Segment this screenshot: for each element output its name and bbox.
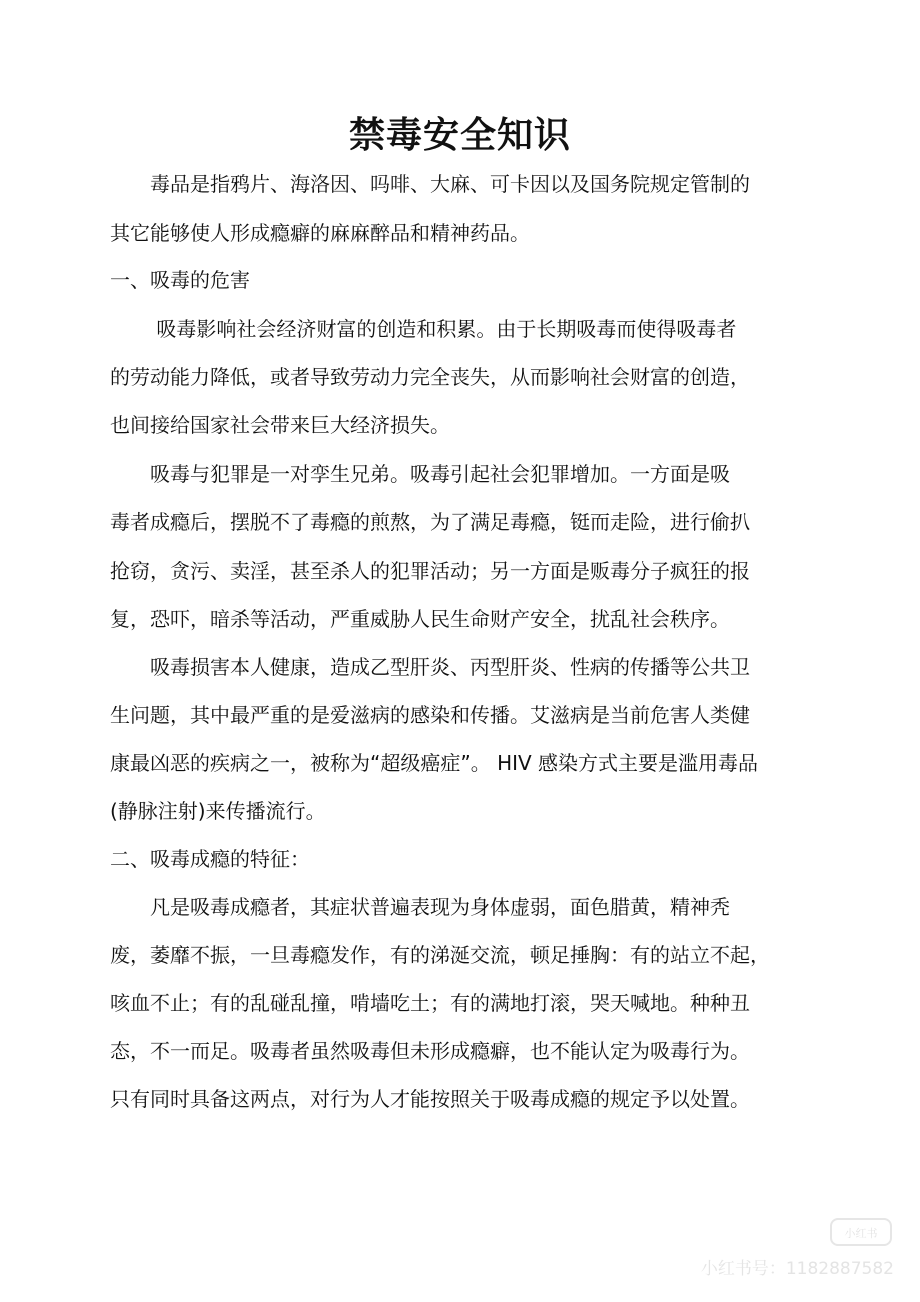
paragraph-line: 也间接给国家社会带来巨大经济损失。 [110,413,450,437]
section-heading: 二、吸毒成瘾的特征： [110,847,310,871]
paragraph-line: 吸毒与犯罪是一对孪生兄弟。吸毒引起社会犯罪增加。一方面是吸 [110,462,730,486]
paragraph-line: 凡是吸毒成瘾者，其症状普遍表现为身体虚弱，面色腊黄，精神秃 [110,895,730,919]
paragraph-line: 态，不一而足。吸毒者虽然吸毒但未形成瘾癖，也不能认定为吸毒行为。 [110,1039,750,1063]
paragraph-line: (静脉注射)来传播流行。 [110,799,326,823]
paragraph-line: 咳血不止；有的乱碰乱撞，啃墙吃土；有的满地打滚，哭天喊地。种种丑 [110,991,750,1015]
paragraph-line: 废，萎靡不振，一旦毒瘾发作，有的涕涎交流，顿足捶胸：有的站立不起， [110,943,770,967]
watermark-account-id: 小红书号：1182887582 [700,1259,894,1279]
intro-line: 其它能够使人形成瘾癖的麻麻醉品和精神药品。 [110,221,530,245]
paragraph-line: 复，恐吓，暗杀等活动，严重威胁人民生命财产安全，扰乱社会秩序。 [110,607,730,631]
paragraph-line: 康最凶恶的疾病之一，被称为“超级癌症”。 HIV 感染方式主要是滥用毒品 [110,751,759,775]
paragraph-line: 只有同时具备这两点，对行为人才能按照关于吸毒成瘾的规定予以处置。 [110,1087,750,1111]
section-heading: 一、吸毒的危害 [110,268,250,292]
paragraph-line: 毒者成瘾后，摆脱不了毒瘾的煎熬，为了满足毒瘾，铤而走险，进行偷扒 [110,510,750,534]
document-title: 禁毒安全知识 [348,115,571,156]
intro-line: 毒品是指鸦片、海洛因、吗啡、大麻、可卡因以及国务院规定管制的 [110,172,750,196]
paragraph-line: 生问题，其中最严重的是爱滋病的感染和传播。艾滋病是当前危害人类健 [110,703,750,727]
paragraph-line: 吸毒影响社会经济财富的创造和积累。由于长期吸毒而使得吸毒者 [110,317,737,341]
watermark-logo: 小红书 [830,1218,892,1246]
paragraph-line: 抢窃，贪污、卖淫，甚至杀人的犯罪活动；另一方面是贩毒分子疯狂的报 [110,559,750,583]
paragraph-line: 的劳动能力降低，或者导致劳动力完全丧失，从而影响社会财富的创造， [110,365,750,389]
paragraph-line: 吸毒损害本人健康，造成乙型肝炎、丙型肝炎、性病的传播等公共卫 [110,655,750,679]
